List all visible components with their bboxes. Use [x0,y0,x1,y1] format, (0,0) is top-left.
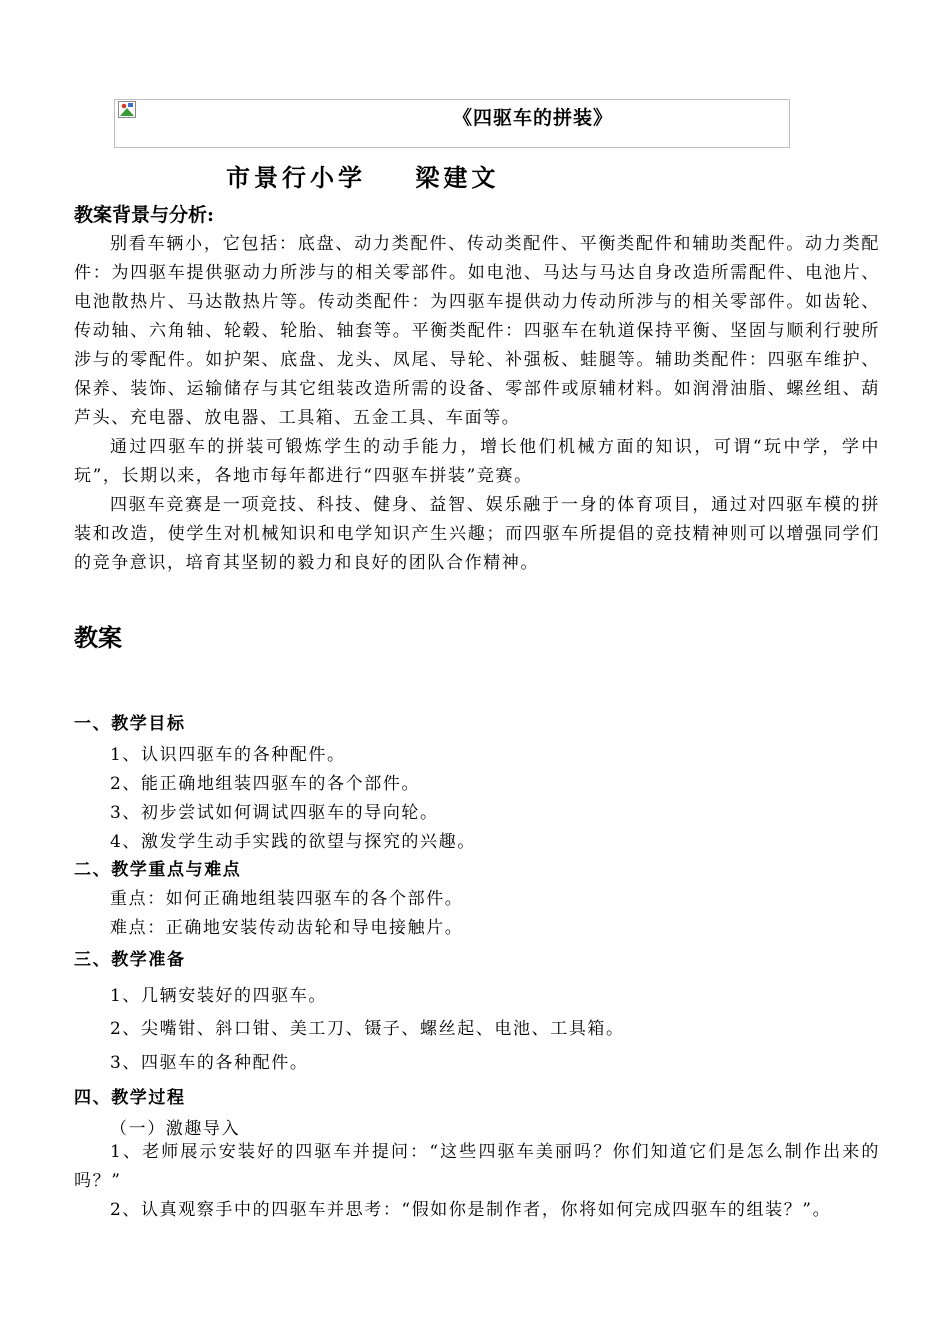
lesson-heading: 教案 [74,623,122,652]
background-paragraph-3: 四驱车竞赛是一项竞技、科技、健身、益智、娱乐融于一身的体育项目，通过对四驱车模的拼装和改造，使学生对机械知识和电学知识产生兴趣；而四驱车所提倡的竞技精神则可以增强同学们的竞争意识，培育其坚韧的毅力和良好的团队合作精神。 [74,495,880,573]
goal-item: 4、激发学生动手实践的欲望与探究的兴趣。 [110,832,476,852]
process-subheading: （一）激趣导入 [110,1119,241,1139]
background-paragraph-2: 通过四驱车的拼装可锻炼学生的动手能力，增长他们机械方面的知识，可谓“玩中学，学中玩”，长期以来，各地市每年都进行“四驱车拼装”竞赛。 [74,437,880,486]
focus-point: 重点：如何正确地组装四驱车的各个部件。 [110,889,464,909]
goal-item: 1、认识四驱车的各种配件。 [110,745,346,765]
goal-item: 2、能正确地组装四驱车的各个部件。 [110,774,421,794]
preparation-item: 1、几辆安装好的四驱车。 [110,986,328,1006]
process-step-1: 1、老师展示安装好的四驱车并提问：“这些四驱车美丽吗？你们知道它们是怎么制作出来的吗？” [74,1142,880,1191]
background-heading: 教案背景与分析: [74,204,215,226]
key-points-heading: 二、教学重点与难点 [74,860,242,880]
document-title: 《四驱车的拼装》 [453,107,614,129]
preparation-item: 3、四驱车的各种配件。 [110,1053,309,1073]
background-paragraph-1: 别看车辆小，它包括：底盘、动力类配件、传动类配件、平衡类配件和辅助类配件。动力类配件：为四驱车提供驱动力所涉与的相关零部件。如电池、马达与马达自身改造所需配件、电池片、电池散热片、马达散热片等。传动类配件：为四驱车提供动力传动所涉与的相关零部件。如齿轮、传动轴、六角轴、轮毂、轮胎、轴套等。平衡类配件：四驱车在轨道保持平衡、坚固与顺利行驶所涉与的零配件。如护架、底盘、龙头、凤尾、导轮、补强板、蛙腿等。辅助类配件：四驱车维护、保养、装饰、运输储存与其它组装改造所需的设备、零部件或原辅材料。如润滑油脂、螺丝组、葫芦头、充电器、放电器、工具箱、五金工具、车面等。 [74,234,880,428]
goals-heading: 一、教学目标 [74,714,186,734]
author-line: 市景行小学 梁建文 [226,163,500,192]
process-step-2: 2、认真观察手中的四驱车并思考：“假如你是制作者，你将如何完成四驱车的组装？”。 [110,1200,832,1220]
preparation-heading: 三、教学准备 [74,950,186,970]
title-frame [114,99,790,148]
broken-image-icon [118,101,136,118]
process-heading: 四、教学过程 [74,1088,186,1108]
difficulty-point: 难点：正确地安装传动齿轮和导电接触片。 [110,918,464,938]
preparation-item: 2、尖嘴钳、斜口钳、美工刀、镊子、螺丝起、电池、工具箱。 [110,1019,625,1039]
goal-item: 3、初步尝试如何调试四驱车的导向轮。 [110,803,439,823]
